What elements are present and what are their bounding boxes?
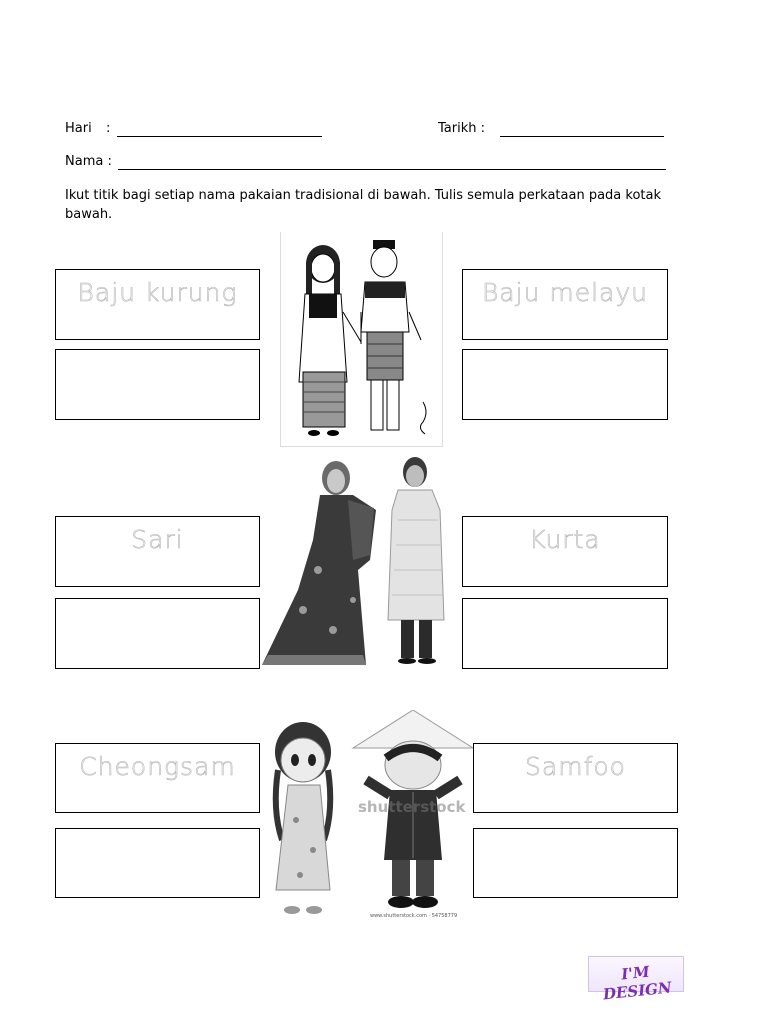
- tarikh-line[interactable]: [500, 136, 664, 137]
- trace-word-kurta: Kurta: [529, 525, 601, 554]
- trace-box-samfoo: [473, 743, 678, 813]
- write-box-sari[interactable]: [55, 598, 260, 669]
- trace-word-baju-kurung: Baju kurung: [77, 278, 238, 307]
- logo-text: I'M DESIGN: [602, 962, 673, 1004]
- stock-footer: www.shutterstock.com · 54758779: [370, 913, 458, 919]
- hari-label: Hari: [65, 121, 92, 136]
- trace-word-samfoo: Samfoo: [525, 752, 626, 781]
- nama-label: Nama :: [65, 154, 112, 169]
- write-box-cheongsam[interactable]: [55, 828, 260, 898]
- tarikh-label: Tarikh :: [438, 121, 485, 136]
- write-box-baju-kurung[interactable]: [55, 349, 260, 420]
- chinese-children-illustration: [258, 710, 478, 922]
- hari-colon: :: [106, 121, 111, 136]
- hari-line[interactable]: [117, 136, 322, 137]
- trace-word-baju-melayu: Baju melayu: [481, 278, 649, 307]
- indian-couple-photo: [258, 450, 463, 670]
- trace-box-baju-melayu: [462, 269, 668, 340]
- nama-line[interactable]: [118, 169, 666, 170]
- trace-box-cheongsam: [55, 743, 260, 813]
- trace-box-sari: [55, 516, 260, 587]
- trace-word-cheongsam: Cheongsam: [79, 752, 236, 781]
- stock-watermark: shutterstock: [358, 798, 466, 816]
- designer-logo: [588, 956, 684, 1004]
- trace-box-baju-kurung: [55, 269, 260, 340]
- instruction-text: Ikut titik bagi setiap nama pakaian tradisional di bawah. Tulis semula perkataan pada kotak bawah.: [65, 188, 661, 222]
- write-box-samfoo[interactable]: [473, 828, 678, 898]
- write-box-baju-melayu[interactable]: [462, 349, 668, 420]
- malay-couple-illustration: [280, 232, 443, 447]
- write-box-kurta[interactable]: [462, 598, 668, 669]
- trace-box-kurta: [462, 516, 668, 587]
- trace-word-sari: Sari: [131, 525, 184, 554]
